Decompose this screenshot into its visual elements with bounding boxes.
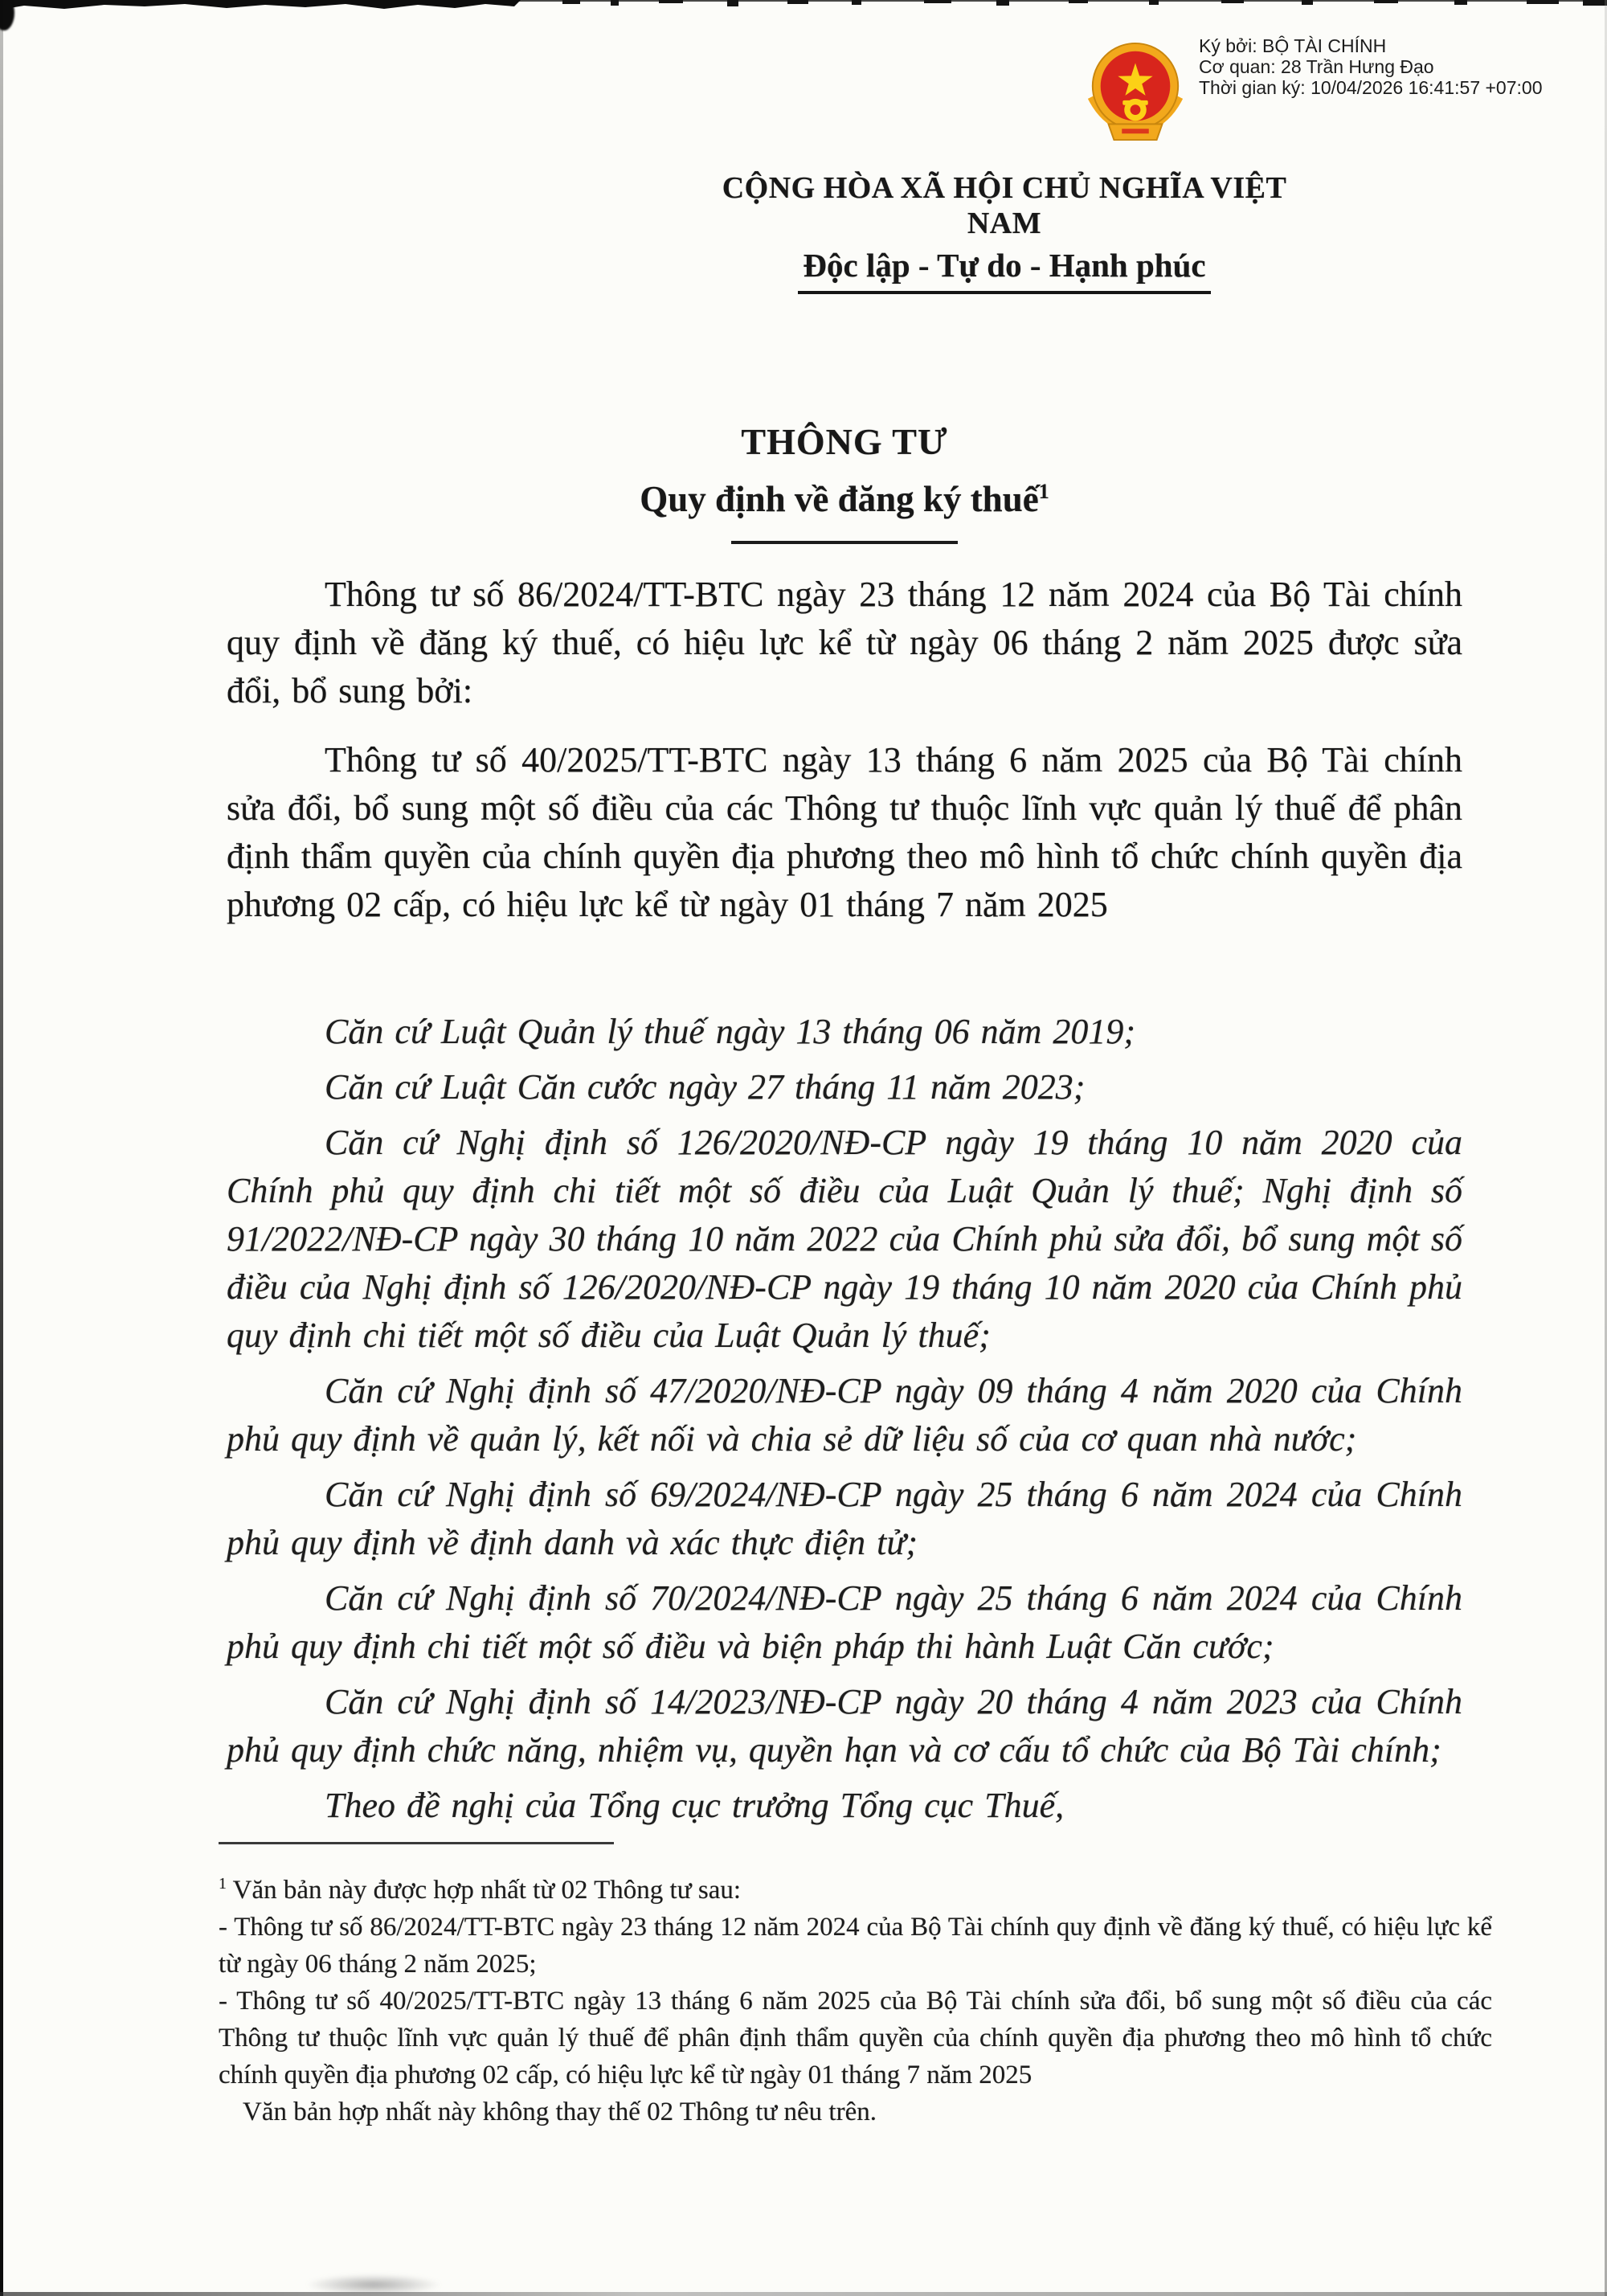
document-body xyxy=(227,571,1462,1830)
legal-basis-item: Căn cứ Nghị định số 69/2024/NĐ-CP ngày 25 tháng 6 năm 2024 của Chính phủ quy định về định danh và xác thực điện tử; xyxy=(227,1475,1462,1562)
footnote-intro-text: Văn bản này được hợp nhất từ 02 Thông tư sau: xyxy=(232,1876,742,1905)
subject-text: Quy định về đăng ký thuế xyxy=(640,479,1039,519)
title-separator-rule xyxy=(731,541,958,544)
footnote-reference-mark: 1 xyxy=(1038,480,1049,503)
footnote-block xyxy=(219,1842,1492,2130)
footnote-intro xyxy=(219,1865,1492,1909)
scan-artifact-smudge xyxy=(305,2274,442,2295)
footnote-separator-rule xyxy=(219,1842,614,1844)
digital-signature-stamp xyxy=(1080,34,1543,143)
legal-basis-item: Căn cứ Nghị định số 126/2020/NĐ-CP ngày 19 tháng 10 năm 2020 của Chính phủ quy định chi tiết một số điều của Luật Quản lý thuế; Nghị định số 91/2022/NĐ-CP ngày 30 tháng 10 năm 2022 của Chính phủ sửa đổi, bổ sung một số điều của Nghị định số 126/2020/NĐ-CP ngày 19 tháng 10 năm 2020 của Chính phủ quy định chi tiết một số điều của Luật Quản lý thuế; xyxy=(227,1123,1462,1355)
intro-paragraph-1: Thông tư số 86/2024/TT-BTC ngày 23 tháng 12 năm 2024 của Bộ Tài chính quy định về đăng ký thuế, có hiệu lực kể từ ngày 06 tháng 2 năm 2025 được sửa đổi, bổ sung bởi: xyxy=(227,575,1462,710)
national-motto-line1: CỘNG HÒA XÃ HỘI CHỦ NGHĨA VIỆT NAM xyxy=(722,171,1287,240)
document-type-title: THÔNG TƯ xyxy=(741,421,948,462)
signature-agency: Cơ quan: 28 Trần Hưng Đạo xyxy=(1199,56,1434,77)
scan-artifact-top-edge xyxy=(0,0,1607,13)
footnote-item: - Thông tư số 40/2025/TT-BTC ngày 13 tháng 6 năm 2025 của Bộ Tài chính sửa đổi, bổ sung một số điều của các Thông tư thuộc lĩnh vực quản lý thuế để phân định thẩm quyền của chính quyền địa phương theo mô hình tổ chức chính quyền địa phương 02 cấp, có hiệu lực kể từ ngày 01 tháng 7 năm 2025 xyxy=(219,1987,1492,2089)
proposal-line: Theo đề nghị của Tổng cục trưởng Tổng cục Thuế, xyxy=(325,1786,1065,1825)
document-subject-title xyxy=(227,471,1462,520)
legal-basis-item: Căn cứ Nghị định số 47/2020/NĐ-CP ngày 09 tháng 4 năm 2020 của Chính phủ quy định về quản lý, kết nối và chia sẻ dữ liệu số của cơ quan nhà nước; xyxy=(227,1371,1462,1459)
national-header xyxy=(691,170,1318,294)
scan-artifact-bottom-edge xyxy=(0,2292,1607,2296)
legal-basis-item: Căn cứ Nghị định số 70/2024/NĐ-CP ngày 25 tháng 6 năm 2024 của Chính phủ quy định chi tiết một số điều và biện pháp thi hành Luật Căn cước; xyxy=(227,1578,1462,1666)
document-title-block xyxy=(227,421,1462,544)
footnote-marker: 1 xyxy=(219,1875,227,1893)
legal-basis-item: Căn cứ Luật Căn cước ngày 27 tháng 11 năm 2023; xyxy=(325,1067,1086,1107)
intro-paragraph-2: Thông tư số 40/2025/TT-BTC ngày 13 tháng 6 năm 2025 của Bộ Tài chính sửa đổi, bổ sung một số điều của các Thông tư thuộc lĩnh vực quản lý thuế để phân định thẩm quyền của chính quyền địa phương theo mô hình tổ chức chính quyền địa phương 02 cấp, có hiệu lực kể từ ngày 01 tháng 7 năm 2025 xyxy=(227,740,1462,924)
legal-basis-item: Căn cứ Luật Quản lý thuế ngày 13 tháng 06 năm 2019; xyxy=(325,1012,1136,1051)
footnote-item: - Thông tư số 86/2024/TT-BTC ngày 23 tháng 12 năm 2024 của Bộ Tài chính quy định về đăng ký thuế, có hiệu lực kể từ ngày 06 tháng 2 năm 2025; xyxy=(219,1913,1492,1979)
signature-time: Thời gian ký: 10/04/2026 16:41:57 +07:00 xyxy=(1199,77,1543,98)
scan-artifact-left-edge xyxy=(0,0,3,2296)
vietnam-national-emblem-icon xyxy=(1080,40,1191,143)
signature-signer: Ký bởi: BỘ TÀI CHÍNH xyxy=(1199,35,1387,56)
legal-basis-item: Căn cứ Nghị định số 14/2023/NĐ-CP ngày 20 tháng 4 năm 2023 của Chính phủ quy định chức năng, nhiệm vụ, quyền hạn và cơ cấu tổ chức của Bộ Tài chính; xyxy=(227,1682,1462,1770)
footnote-closing: Văn bản hợp nhất này không thay thế 02 Thông tư nêu trên. xyxy=(243,2098,877,2126)
national-motto-line2: Độc lập - Tự do - Hạnh phúc xyxy=(798,246,1210,294)
